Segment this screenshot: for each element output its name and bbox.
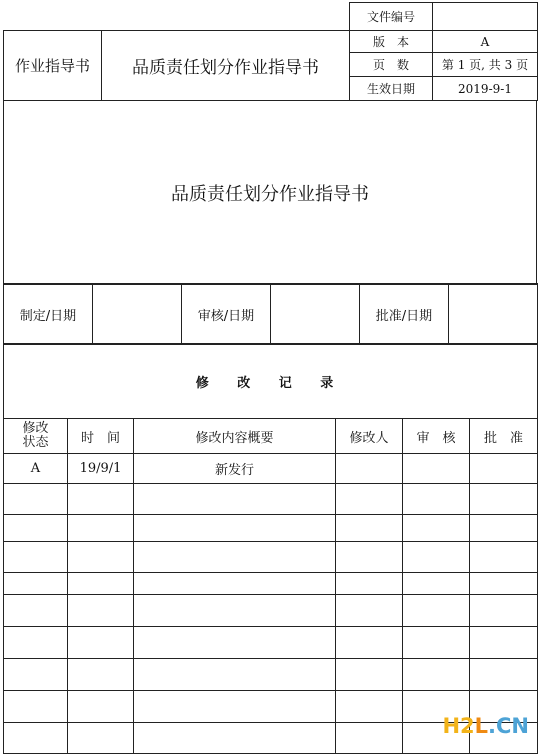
effective-date-label: 生效日期 (350, 77, 433, 101)
table-row (4, 542, 538, 573)
watermark-logo: H2L.CN (442, 714, 529, 738)
row-date: 19/9/1 (68, 454, 134, 484)
revision-record-title: 修 改 记 录 (4, 344, 538, 419)
version-value: A (433, 31, 538, 53)
header-table (3, 2, 538, 101)
document-page (3, 2, 537, 748)
col-header-status (4, 419, 68, 454)
table-row (4, 573, 538, 595)
table-row (4, 484, 538, 515)
signoff-table (3, 283, 538, 345)
revision-record-table (3, 343, 538, 754)
reviewed-by-label: 审核/日期 (182, 284, 271, 345)
approved-by-label: 批准/日期 (360, 284, 449, 345)
col-header-approver: 批 准 (470, 419, 538, 454)
made-by-label: 制定/日期 (4, 284, 93, 345)
pages-value: 第 1 页, 共 3 页 (433, 53, 538, 77)
header-doc-title: 品质责任划分作业指导书 (102, 31, 350, 101)
col-header-date: 时 间 (68, 419, 134, 454)
row-status: A (4, 454, 68, 484)
pages-label: 页 数 (350, 53, 433, 77)
col-header-reviewer: 审 核 (403, 419, 470, 454)
col-header-status-text: 修改 状态 (22, 421, 49, 450)
effective-date-value: 2019-9-1 (433, 77, 538, 101)
main-title-table (3, 100, 537, 285)
col-header-editor: 修改人 (336, 419, 403, 454)
version-label: 版 本 (350, 31, 433, 53)
approved-by-value (449, 284, 538, 345)
main-title: 品质责任划分作业指导书 (4, 101, 537, 285)
table-row (4, 627, 538, 659)
row-approver (470, 454, 538, 484)
doc-number-label: 文件编号 (350, 3, 433, 31)
table-row (4, 595, 538, 627)
row-reviewer (403, 454, 470, 484)
table-row (4, 659, 538, 691)
row-editor (336, 454, 403, 484)
header-left-label: 作业指导书 (4, 31, 102, 101)
reviewed-by-value (271, 284, 360, 345)
col-header-summary: 修改内容概要 (134, 419, 336, 454)
doc-number-value (433, 3, 538, 31)
table-row (4, 454, 538, 484)
header-blank (4, 3, 350, 31)
made-by-value (93, 284, 182, 345)
table-row (4, 515, 538, 542)
row-summary: 新发行 (134, 454, 336, 484)
